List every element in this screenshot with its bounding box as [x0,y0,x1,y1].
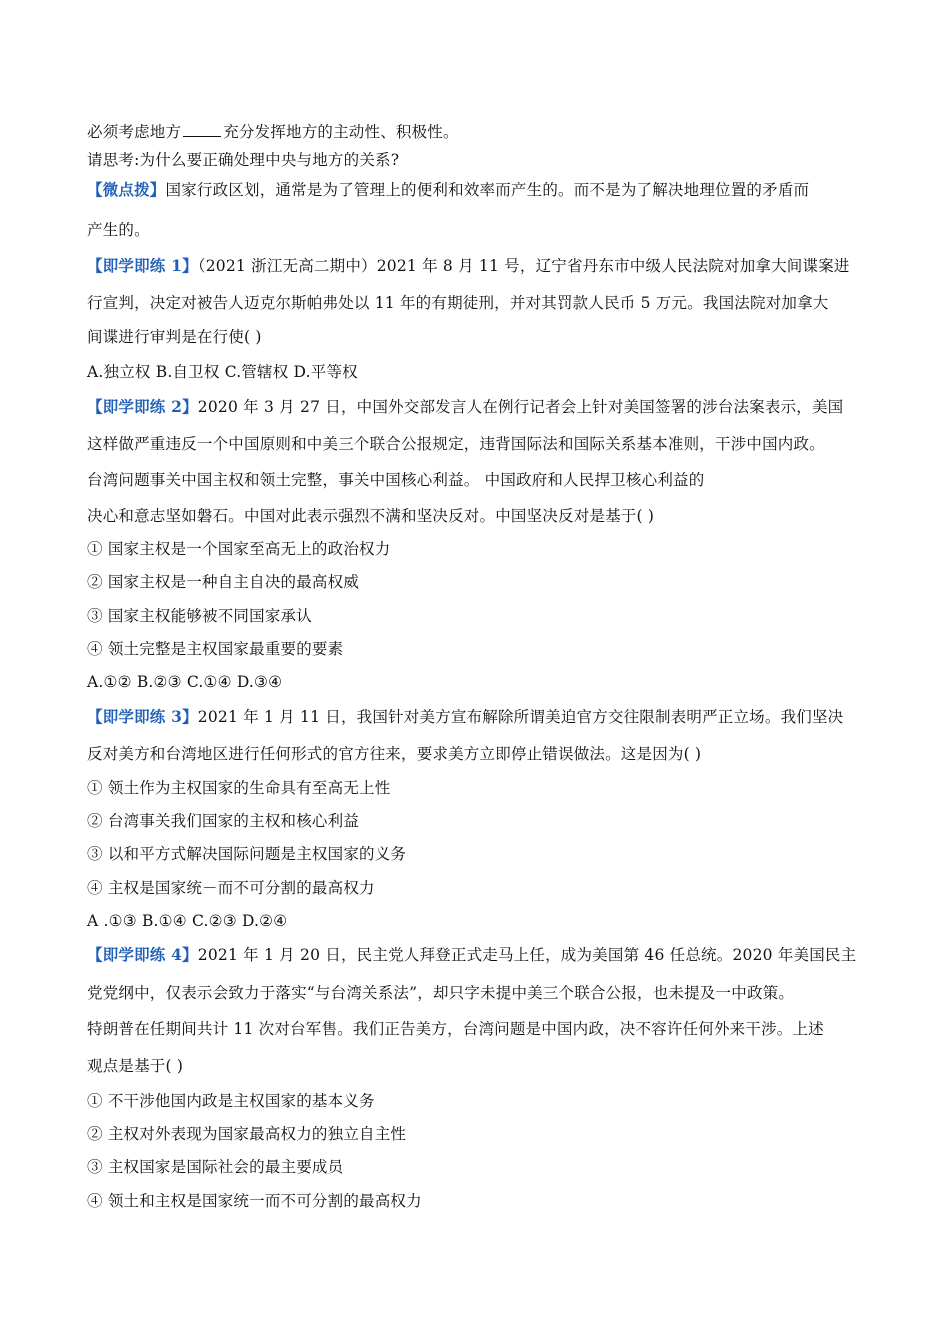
ex2-tag: 【即学即练 2】 [87,397,198,416]
ex3-text: 2021 年 1 月 11 日，我国针对美方宣布解除所谓美迫官方交往限制表明严正立场。我们坚决 [197,708,844,726]
ex3-item: ④ 主权是国家统－而不可分割的最高权力 [87,879,375,897]
ex3-line-1 [87,707,843,727]
ex2-line-1 [87,397,843,417]
ex3-item: ③ 以和平方式解决国际问题是主权国家的义务 [87,845,407,863]
ex2-item: ② 国家主权是一种自主自决的最高权威 [87,573,360,591]
ex4-line-1 [87,945,856,965]
ex4-line-4: 观点是基于( ) [87,1057,184,1075]
think-question: 请思考:为什么要正确处理中央与地方的关系? [87,151,400,169]
ex3-line-2: 反对美方和台湾地区进行任何形式的官方往来，要求美方立即停止错误做法。这是因为( ) [87,745,702,763]
intro-line [87,122,459,142]
intro-text-before: 必须考虑地方 [87,123,182,141]
ex4-text: 2021 年 1 月 20 日，民主党人拜登正式走马上任，成为美国第 46 任总统。2020 年美国民主 [197,946,857,964]
ex2-item: ④ 领土完整是主权国家最重要的要素 [87,640,344,658]
intro-text-after: 充分发挥地方的主动性、积极性。 [223,123,459,141]
ex1-line-3: 间谍进行审判是在行使( ) [87,328,262,346]
ex1-tag: 【即学即练 1】 [87,256,198,275]
ex4-tag: 【即学即练 4】 [87,945,198,964]
tip-line-2: 产生的。 [87,221,150,239]
ex4-line-2: 党党纲中，仅表示会致力于落实“与台湾关系法”，却只字未提中美三个联合公报，也未提及一中政策。 [87,984,795,1002]
ex3-item: ② 台湾事关我们国家的主权和核心利益 [87,812,360,830]
ex2-text: 2020 年 3 月 27 日，中国外交部发言人在例行记者会上针对美国签署的涉台法案表示，美国 [197,398,844,416]
ex4-item: ① 不干涉他国内政是主权国家的基本义务 [87,1092,375,1110]
ex3-item: ① 领土作为主权国家的生命具有至高无上性 [87,779,391,797]
ex2-item: ① 国家主权是一个国家至高无上的政治权力 [87,540,391,558]
ex3-options: A .①③ B.①④ C.②③ D.②④ [87,912,288,930]
ex2-item: ③ 国家主权能够被不同国家承认 [87,607,312,625]
ex1-options: A.独立权 B.自卫权 C.管辖权 D.平等权 [87,363,358,381]
ex4-item: ④ 领土和主权是国家统一而不可分割的最高权力 [87,1192,422,1210]
ex2-line-3: 台湾问题事关中国主权和领土完整，事关中国核心利益。 中国政府和人民捍卫核心利益的 [87,471,705,489]
ex1-text: （2021 浙江无高二期中）2021 年 8 月 11 号，辽宁省丹东市中级人民法院对加拿大间谍案进 [197,257,850,275]
ex2-line-4: 决心和意志坚如磐石。中国对此表示强烈不满和坚决反对。中国坚决反对是基于( ) [87,507,655,525]
ex3-tag: 【即学即练 3】 [87,707,198,726]
tip-tag: 【微点拨】 [87,180,166,199]
ex1-line-1 [87,256,850,276]
tip-line-1 [87,180,809,200]
ex4-item: ② 主权对外表现为国家最高权力的独立自主性 [87,1125,407,1143]
ex4-item: ③ 主权国家是国际社会的最主要成员 [87,1158,344,1176]
ex1-line-2: 行宣判，决定对被告人迈克尔斯帕弗处以 11 年的有期徒刑，并对其罚款人民币 5 万元。我国法院对加拿大 [87,294,829,312]
tip-text: 国家行政区划，通常是为了管理上的便利和效率而产生的。而不是为了解决地理位置的矛盾而 [165,181,810,199]
ex2-options: A.①② B.②③ C.①④ D.③④ [87,673,283,691]
ex4-line-3: 特朗普在任期间共计 11 次对台军售。我们正告美方，台湾问题是中国内政，决不容许任何外来干涉。上述 [87,1020,824,1038]
ex2-line-2: 这样做严重违反一个中国原则和中美三个联合公报规定，违背国际法和国际关系基本准则，干涉中国内政。 [87,435,825,453]
fill-blank [183,122,221,137]
